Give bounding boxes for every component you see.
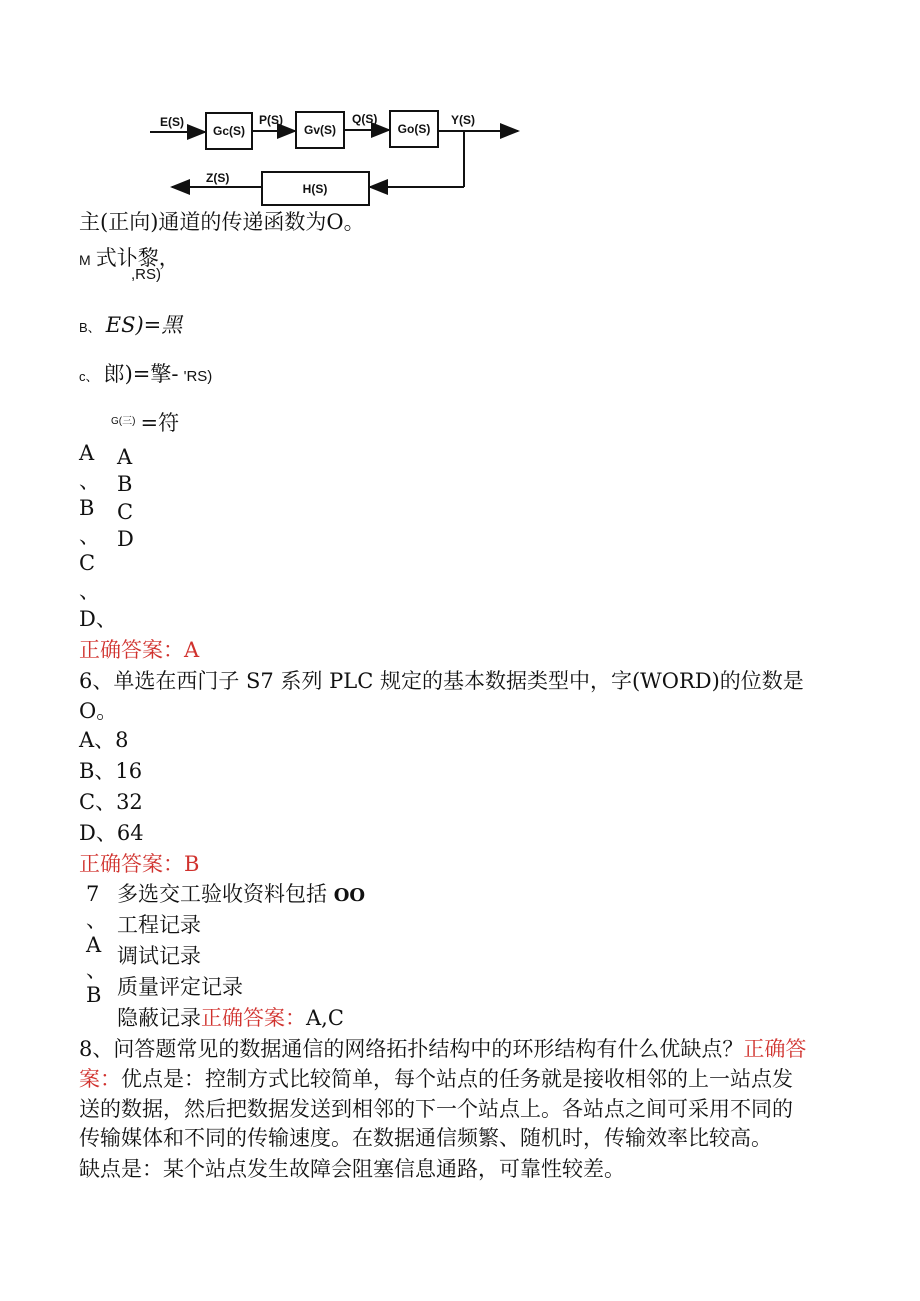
signal-y-label: Y(S) xyxy=(451,113,475,127)
q7-left-marker: 、 xyxy=(86,908,107,932)
q7-stem xyxy=(117,879,365,911)
q8-stem: 8、问答题常见的数据通信的网络拓扑结构中的环形结构有什么优缺点？ xyxy=(79,1037,744,1061)
q7-stem-tail: OO xyxy=(333,885,366,906)
q8-line5: 缺点是：某个站点发生故障会阻塞信息通路，可靠性较差。 xyxy=(79,1157,625,1181)
block-go-label: Go(S) xyxy=(397,122,431,136)
q7-option: 调试记录 xyxy=(117,944,201,968)
q5-option-a-sub: ,RS) xyxy=(131,266,161,283)
q8-line1 xyxy=(79,1034,806,1064)
q5-option-d xyxy=(111,408,179,438)
q6-option: A、8 xyxy=(79,728,129,752)
q7-answer-label: 正确答案： xyxy=(201,1006,306,1030)
q7-option: 工程记录 xyxy=(117,913,201,937)
q5-option-d-text: =符 xyxy=(140,411,180,435)
q8-answer-label-part1: 正确答 xyxy=(743,1037,807,1061)
q5-left-marker: D、 xyxy=(79,607,117,631)
q8-line3: 送的数据，然后把数据发送到相邻的下一个站点上。各站点之间可采用不同的 xyxy=(79,1097,793,1121)
q8-answer-text: 优点是：控制方式比较简单，每个站点的任务就是接收相邻的上一站点发 xyxy=(121,1067,793,1091)
q5-stem: 主(正向)通道的传递函数为O。 xyxy=(79,210,365,234)
block-diagram xyxy=(0,0,920,210)
q5-option-d-pre: G(三) xyxy=(111,416,136,427)
q7-number: 7 xyxy=(86,882,100,906)
q7-left-marker: A xyxy=(86,933,102,957)
block-gv-label: Gv(S) xyxy=(303,123,337,137)
q7-option: 质量评定记录 xyxy=(117,975,243,999)
q7-answer-value: A,C xyxy=(306,1006,344,1030)
q5-left-marker: A xyxy=(79,441,95,465)
q5-left-marker: B xyxy=(79,496,95,520)
q5-right-option: A xyxy=(117,445,133,469)
signal-q-label: Q(S) xyxy=(352,112,378,126)
q8-answer-label-part2: 案： xyxy=(79,1067,121,1091)
q7-left-marker: 、 xyxy=(86,958,107,982)
q5-option-b xyxy=(79,310,182,340)
q6-option: D、64 xyxy=(79,821,144,845)
signal-p-label: P(S) xyxy=(259,113,283,127)
q5-option-c-marker: c、 xyxy=(79,369,99,384)
q6-option: B、16 xyxy=(79,759,143,783)
q6-answer: 正确答案：B xyxy=(79,852,200,876)
q5-option-b-text: ES)=黑 xyxy=(105,313,183,337)
q5-option-a-text: 式讣黎， xyxy=(95,246,180,270)
block-h-label: H(S) xyxy=(302,182,328,196)
q6-stem-line2: O。 xyxy=(79,699,118,723)
q7-left-marker: B xyxy=(86,983,102,1007)
q8-line4: 传输媒体和不同的传输速度。在数据通信频繁、随机时，传输效率比较高。 xyxy=(79,1126,772,1150)
signal-z-label: Z(S) xyxy=(206,171,230,185)
q5-option-a xyxy=(79,243,180,273)
q6-option: C、32 xyxy=(79,790,143,814)
q5-left-marker: 、 xyxy=(79,579,100,603)
q7-last-line xyxy=(117,1003,344,1033)
q7-stem-text: 多选交工验收资料包括 xyxy=(117,882,327,906)
q5-left-marker: 、 xyxy=(79,524,100,548)
q5-right-option: B xyxy=(117,472,133,496)
q5-option-a-marker: M xyxy=(79,252,91,268)
q5-option-c xyxy=(79,359,212,389)
q5-answer: 正确答案：A xyxy=(79,638,200,662)
q8-line2 xyxy=(79,1064,793,1094)
q6-stem-line1: 6、单选在西门子 S7 系列 PLC 规定的基本数据类型中，字(WORD)的位数是 xyxy=(79,669,804,693)
q7-option: 隐蔽记录 xyxy=(117,1006,201,1030)
q5-left-marker: 、 xyxy=(79,469,100,493)
q5-left-marker: C xyxy=(79,551,96,575)
q5-option-b-marker: B、 xyxy=(79,320,101,335)
q5-option-c-sub: 'RS) xyxy=(183,368,213,385)
q5-option-c-text: 郎)=擎- xyxy=(103,362,179,386)
block-gc-label: Gc(S) xyxy=(212,124,246,138)
q5-right-option: D xyxy=(117,527,134,551)
q5-right-option: C xyxy=(117,500,134,524)
signal-e-label: E(S) xyxy=(160,115,184,129)
